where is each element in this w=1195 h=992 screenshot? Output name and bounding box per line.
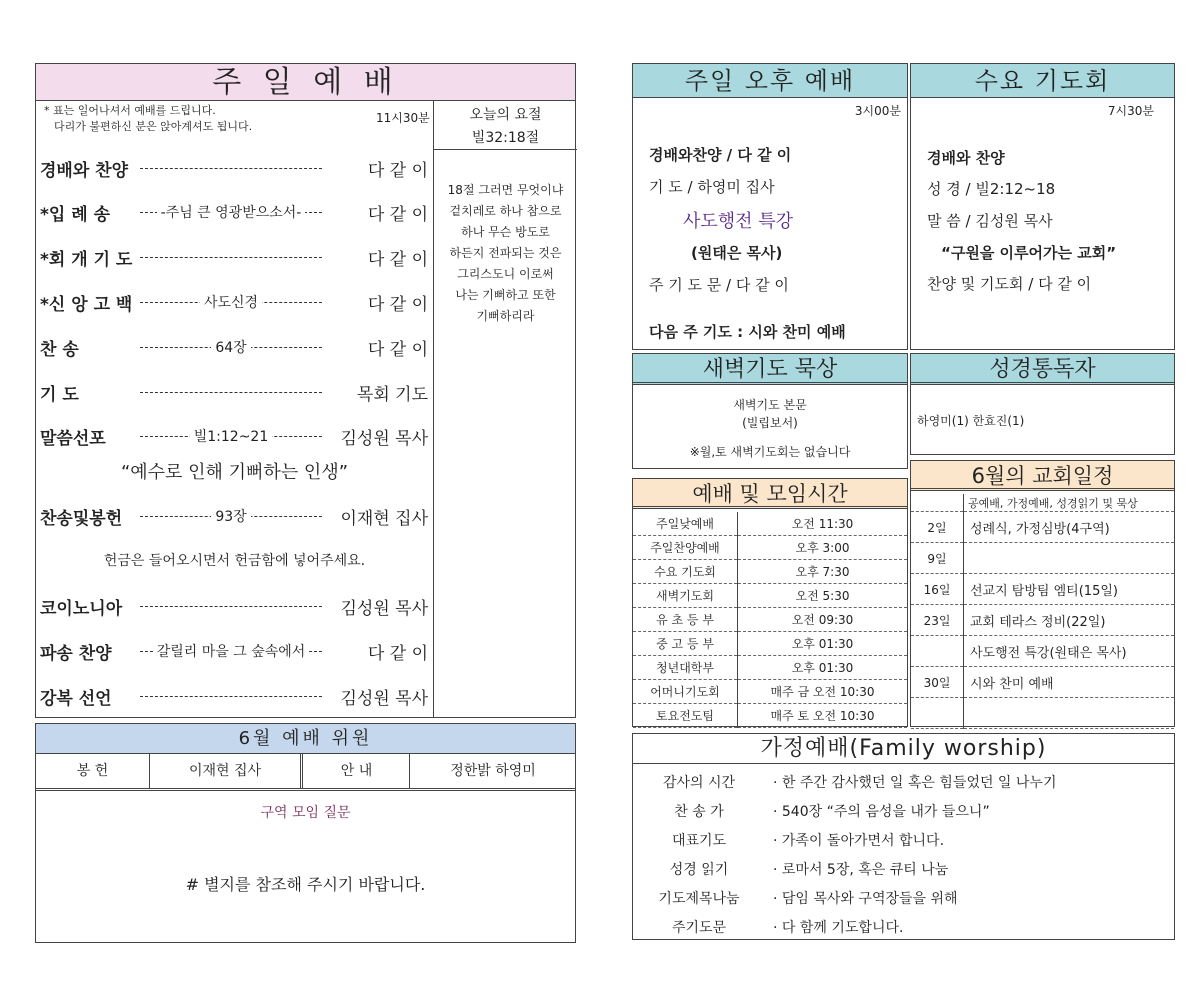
service-item bbox=[40, 380, 428, 404]
service-item bbox=[40, 504, 428, 528]
service-item bbox=[40, 200, 428, 224]
family-row-text: · 로마서 5장, 혹은 큐티 나눔 bbox=[773, 862, 949, 878]
service-item-detail: 93장 bbox=[140, 506, 322, 526]
service-item-name: *회 개 기 도 bbox=[40, 250, 133, 270]
service-item-name: 기 도 bbox=[40, 385, 79, 405]
service-item-person: 다 같 이 bbox=[367, 205, 428, 225]
calendar-event: 교회 테라스 정비(22일) bbox=[964, 605, 1175, 636]
service-item-name: 경배와 찬양 bbox=[40, 161, 129, 181]
group-question-note: # 별지를 참조해 주시기 바랍니다. bbox=[185, 875, 426, 894]
service-item-name: 찬 송 bbox=[40, 340, 79, 360]
june-calendar-title: 6월의 교회일정 bbox=[911, 461, 1174, 491]
service-item-detail: 빌1:12~21 bbox=[140, 426, 322, 446]
calendar-day: 9일 bbox=[911, 543, 964, 574]
schedule-times-panel bbox=[632, 478, 908, 727]
service-item-person: 김성원 목사 bbox=[340, 429, 428, 449]
service-item-detail: -주님 큰 영광받으소서- bbox=[140, 202, 322, 222]
family-row-label: 대표기도 bbox=[671, 833, 727, 849]
family-row-label: 찬 송 가 bbox=[674, 804, 724, 820]
schedule-name: 주일찬양예배 bbox=[633, 536, 738, 560]
wednesday-line-1: 경배와 찬양 bbox=[927, 149, 1005, 167]
afternoon-title: 주일 오후 예배 bbox=[633, 64, 907, 98]
schedule-time-row bbox=[633, 608, 907, 632]
calendar-event: 성례식, 가정심방(4구역) bbox=[964, 512, 1175, 543]
afternoon-line-2: 기 도 / 하영미 집사 bbox=[649, 178, 775, 196]
service-item-name: 코이노니아 bbox=[40, 599, 123, 619]
schedule-times-title: 예배 및 모임시간 bbox=[633, 479, 907, 509]
calendar-row bbox=[911, 543, 1174, 574]
schedule-time-row bbox=[633, 656, 907, 680]
service-item-name: 파송 찬양 bbox=[40, 644, 112, 664]
calendar-day: 30일 bbox=[911, 667, 964, 698]
service-item-person: 다 같 이 bbox=[367, 340, 428, 360]
schedule-name: 주일낮예배 bbox=[633, 512, 738, 536]
calendar-day: 16일 bbox=[911, 574, 964, 605]
service-item-person: 다 같 이 bbox=[367, 161, 428, 181]
june-staff-panel bbox=[35, 723, 576, 943]
service-item-name: 강복 선언 bbox=[40, 689, 112, 709]
schedule-name: 유 초 등 부 bbox=[633, 608, 738, 632]
standing-note-2: 다리가 불편하신 분은 앉아계셔도 됩니다. bbox=[54, 120, 253, 133]
schedule-time-row bbox=[633, 632, 907, 656]
family-row-text: · 540장 “주의 음성을 내가 들으니” bbox=[773, 804, 990, 820]
wednesday-line-5: 찬양 및 기도회 / 다 같 이 bbox=[927, 275, 1092, 293]
service-item bbox=[40, 424, 428, 448]
dotted-leader bbox=[140, 168, 322, 169]
service-item bbox=[40, 684, 428, 708]
calendar-event bbox=[964, 698, 1175, 729]
schedule-time: 오후 7:30 bbox=[738, 560, 908, 584]
wednesday-title: 수요 기도회 bbox=[911, 64, 1174, 98]
offering-note: 헌금은 들어오시면서 헌금함에 넣어주세요. bbox=[103, 553, 366, 569]
offering-label: 봉 헌 bbox=[36, 754, 150, 788]
wednesday-line-4: “구원을 이루어가는 교회” bbox=[941, 244, 1117, 262]
calendar-day: 23일 bbox=[911, 605, 964, 636]
service-item-person: 다 같 이 bbox=[367, 644, 428, 664]
calendar-header: 공예배, 가정예배, 성경읽기 및 묵상 bbox=[964, 494, 1175, 512]
verse-column bbox=[433, 101, 577, 718]
service-item-person: 다 같 이 bbox=[367, 250, 428, 270]
service-item bbox=[40, 594, 428, 618]
dawn-line-3: ※월,토 새벽기도회는 없습니다 bbox=[689, 445, 851, 459]
wednesday-time: 7시30분 bbox=[1107, 104, 1154, 118]
bible-reading-panel bbox=[910, 353, 1175, 455]
wednesday-line-2: 성 경 / 빌2:12~18 bbox=[927, 180, 1056, 198]
afternoon-line-3: 사도행전 특강 bbox=[683, 211, 794, 232]
dotted-leader bbox=[140, 392, 322, 393]
service-item-person: 김성원 목사 bbox=[340, 599, 428, 619]
verse-ref: 빌32:18절 bbox=[471, 130, 540, 146]
verse-line: 하든지 전파되는 것은 bbox=[449, 246, 562, 260]
wednesday-line-3: 말 씀 / 김성원 목사 bbox=[927, 212, 1053, 230]
service-item-name: 말씀선포 bbox=[40, 429, 106, 449]
afternoon-service-panel bbox=[632, 63, 908, 350]
schedule-time: 오후 01:30 bbox=[738, 656, 908, 680]
wednesday-panel bbox=[910, 63, 1175, 350]
service-item-detail: 64장 bbox=[140, 337, 322, 357]
calendar-event bbox=[964, 543, 1175, 574]
june-calendar-table bbox=[911, 494, 1174, 729]
service-item bbox=[40, 639, 428, 663]
calendar-row bbox=[911, 574, 1174, 605]
family-worship-panel bbox=[632, 733, 1175, 940]
schedule-time: 오후 01:30 bbox=[738, 632, 908, 656]
schedule-name: 중 고 등 부 bbox=[633, 632, 738, 656]
schedule-time-row bbox=[633, 536, 907, 560]
schedule-time-row bbox=[633, 704, 907, 728]
bible-reading-names: 하영미(1) 한효진(1) bbox=[917, 414, 1025, 428]
family-row-label: 성경 읽기 bbox=[669, 862, 729, 878]
service-time: 11시30분 bbox=[376, 111, 430, 125]
calendar-row bbox=[911, 667, 1174, 698]
verse-line: 나는 기뻐하고 또한 bbox=[455, 288, 556, 302]
verse-line: 기뻐하리라 bbox=[476, 309, 535, 323]
verse-line: 그리스도니 이로써 bbox=[457, 267, 554, 281]
service-item-name: 찬송및봉헌 bbox=[40, 509, 123, 529]
offering-person: 이재현 집사 bbox=[150, 754, 303, 788]
afternoon-line-6: 다음 주 기도 : 시와 찬미 예배 bbox=[649, 323, 846, 341]
verse-line: 겉치레로 하나 참으로 bbox=[449, 204, 562, 218]
family-row-text: · 담임 목사와 구역장들을 위해 bbox=[773, 891, 958, 907]
calendar-row bbox=[911, 636, 1174, 667]
usher-label: 안 내 bbox=[304, 754, 410, 788]
schedule-name: 수요 기도회 bbox=[633, 560, 738, 584]
service-item bbox=[40, 335, 428, 359]
schedule-time: 매주 금 오전 10:30 bbox=[738, 680, 908, 704]
schedule-time: 오후 3:00 bbox=[738, 536, 908, 560]
afternoon-line-5: 주 기 도 문 / 다 같 이 bbox=[649, 276, 789, 294]
calendar-day bbox=[911, 698, 964, 729]
schedule-name: 새벽기도회 bbox=[633, 584, 738, 608]
group-question-title: 구역 모임 질문 bbox=[260, 805, 351, 821]
dawn-line-1: 새벽기도 본문 bbox=[733, 398, 807, 412]
dotted-leader bbox=[140, 606, 322, 607]
afternoon-line-1: 경배와찬양 / 다 같 이 bbox=[649, 146, 792, 164]
schedule-name: 청년대학부 bbox=[633, 656, 738, 680]
family-row-text: · 가족이 돌아가면서 합니다. bbox=[773, 833, 945, 849]
dawn-line-2: (빌립보서) bbox=[742, 416, 798, 430]
service-item-person: 다 같 이 bbox=[367, 295, 428, 315]
standing-note-1: * 표는 일어나셔서 예배를 드립니다. bbox=[44, 104, 216, 117]
service-item-name: *입 례 송 bbox=[40, 205, 110, 225]
calendar-day: 2일 bbox=[911, 512, 964, 543]
family-row-label: 기도제목나눔 bbox=[658, 891, 740, 907]
family-row-label: 감사의 시간 bbox=[662, 775, 736, 791]
service-item-person: 김성원 목사 bbox=[340, 689, 428, 709]
schedule-time: 오전 11:30 bbox=[738, 512, 908, 536]
june-calendar-panel bbox=[910, 460, 1175, 727]
schedule-time: 매주 토 오전 10:30 bbox=[738, 704, 908, 728]
family-worship-title: 가정예배(Family worship) bbox=[633, 734, 1174, 764]
calendar-event: 선교지 탐방팀 엠티(15일) bbox=[964, 574, 1175, 605]
service-item bbox=[40, 156, 428, 180]
dawn-title: 새벽기도 묵상 bbox=[633, 354, 907, 385]
family-row-text: · 다 함께 기도합니다. bbox=[773, 920, 904, 936]
schedule-name: 토요전도팀 bbox=[633, 704, 738, 728]
schedule-name: 어머니기도회 bbox=[633, 680, 738, 704]
schedule-time-row bbox=[633, 584, 907, 608]
usher-person: 정한밝 하영미 bbox=[450, 763, 536, 779]
family-row-text: · 한 주간 감사했던 일 혹은 힘들었던 일 나누기 bbox=[773, 775, 1057, 791]
service-item-person: 이재현 집사 bbox=[340, 509, 428, 529]
calendar-day bbox=[911, 636, 964, 667]
verse-title: 오늘의 요절 bbox=[469, 107, 542, 123]
dotted-leader bbox=[140, 696, 322, 697]
verse-text bbox=[434, 180, 577, 327]
dawn-panel bbox=[632, 353, 908, 469]
service-item-detail: 갈릴리 마을 그 숲속에서 bbox=[140, 641, 322, 661]
sermon-title: “예수로 인해 기뻐하는 인생” bbox=[120, 462, 349, 483]
main-service-panel bbox=[35, 63, 576, 718]
schedule-times-table bbox=[633, 512, 907, 728]
schedule-time-row bbox=[633, 560, 907, 584]
family-row-label: 주기도문 bbox=[671, 920, 727, 936]
service-item bbox=[40, 245, 428, 269]
verse-line: 18절 그러면 무엇이냐 bbox=[447, 183, 564, 197]
service-item bbox=[40, 290, 428, 314]
service-item-person: 목회 기도 bbox=[356, 385, 428, 405]
calendar-row bbox=[911, 512, 1174, 543]
service-item-name: *신 앙 고 백 bbox=[40, 295, 133, 315]
service-item-detail: 사도신경 bbox=[140, 292, 322, 312]
afternoon-time: 3시00분 bbox=[854, 104, 901, 118]
calendar-event: 사도행전 특강(원태은 목사) bbox=[964, 636, 1175, 667]
afternoon-line-4: (원태은 목사) bbox=[691, 244, 783, 262]
calendar-row bbox=[911, 605, 1174, 636]
verse-line: 하나 무슨 방도로 bbox=[461, 225, 550, 239]
schedule-time: 오전 5:30 bbox=[738, 584, 908, 608]
schedule-time: 오전 09:30 bbox=[738, 608, 908, 632]
calendar-header-row bbox=[911, 494, 1174, 512]
schedule-time-row bbox=[633, 512, 907, 536]
calendar-event: 시와 찬미 예배 bbox=[964, 667, 1175, 698]
main-service-title: 주 일 예 배 bbox=[36, 64, 575, 101]
june-staff-title: 6월 예배 위원 bbox=[36, 724, 575, 754]
bible-reading-title: 성경통독자 bbox=[911, 354, 1174, 385]
dotted-leader bbox=[140, 257, 322, 258]
schedule-time-row bbox=[633, 680, 907, 704]
calendar-row bbox=[911, 698, 1174, 729]
